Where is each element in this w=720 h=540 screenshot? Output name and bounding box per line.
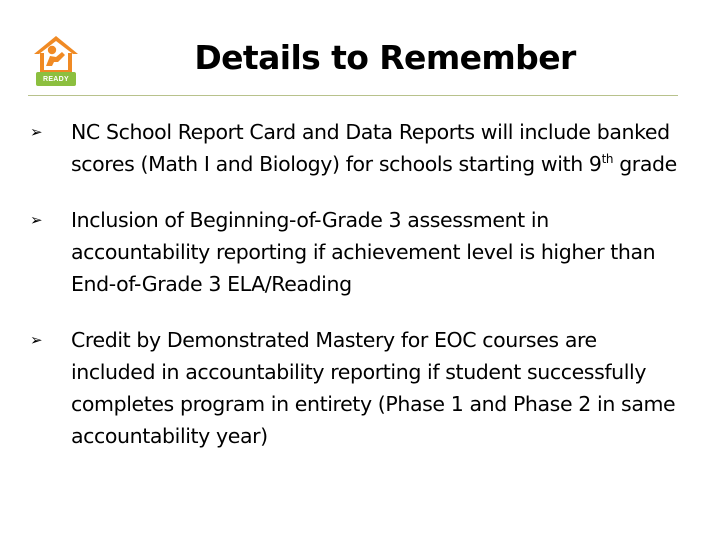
bullet-text: NC School Report Card and Data Reports will include banked scores (Math I and Biology) for schools starting with 9: [71, 120, 670, 176]
arrow-bullet-icon: ➢: [30, 211, 43, 229]
arrow-bullet-icon: ➢: [30, 123, 43, 141]
title-divider: [28, 95, 678, 96]
arrow-bullet-icon: ➢: [30, 331, 43, 349]
bullet-text: Inclusion of Beginning-of-Grade 3 assessment in accountability reporting if achievement level is higher than End-of-Grade 3 ELA/Reading: [71, 208, 656, 296]
page-title: Details to Remember: [194, 38, 576, 77]
ready-logo: [28, 32, 84, 88]
bullet-text-end: grade: [613, 152, 677, 176]
bullet-item: [30, 204, 680, 300]
bullet-item: [30, 116, 680, 180]
bullet-item: [30, 324, 680, 452]
logo-label: READY: [42, 76, 69, 83]
bullet-text: Credit by Demonstrated Mastery for EOC courses are included in accountability reporting if student successfully completes program in entirety (Phase 1 and Phase 2 in same accountability year): [71, 328, 676, 448]
bullet-list: [30, 116, 680, 476]
bullet-superscript: th: [601, 152, 614, 167]
